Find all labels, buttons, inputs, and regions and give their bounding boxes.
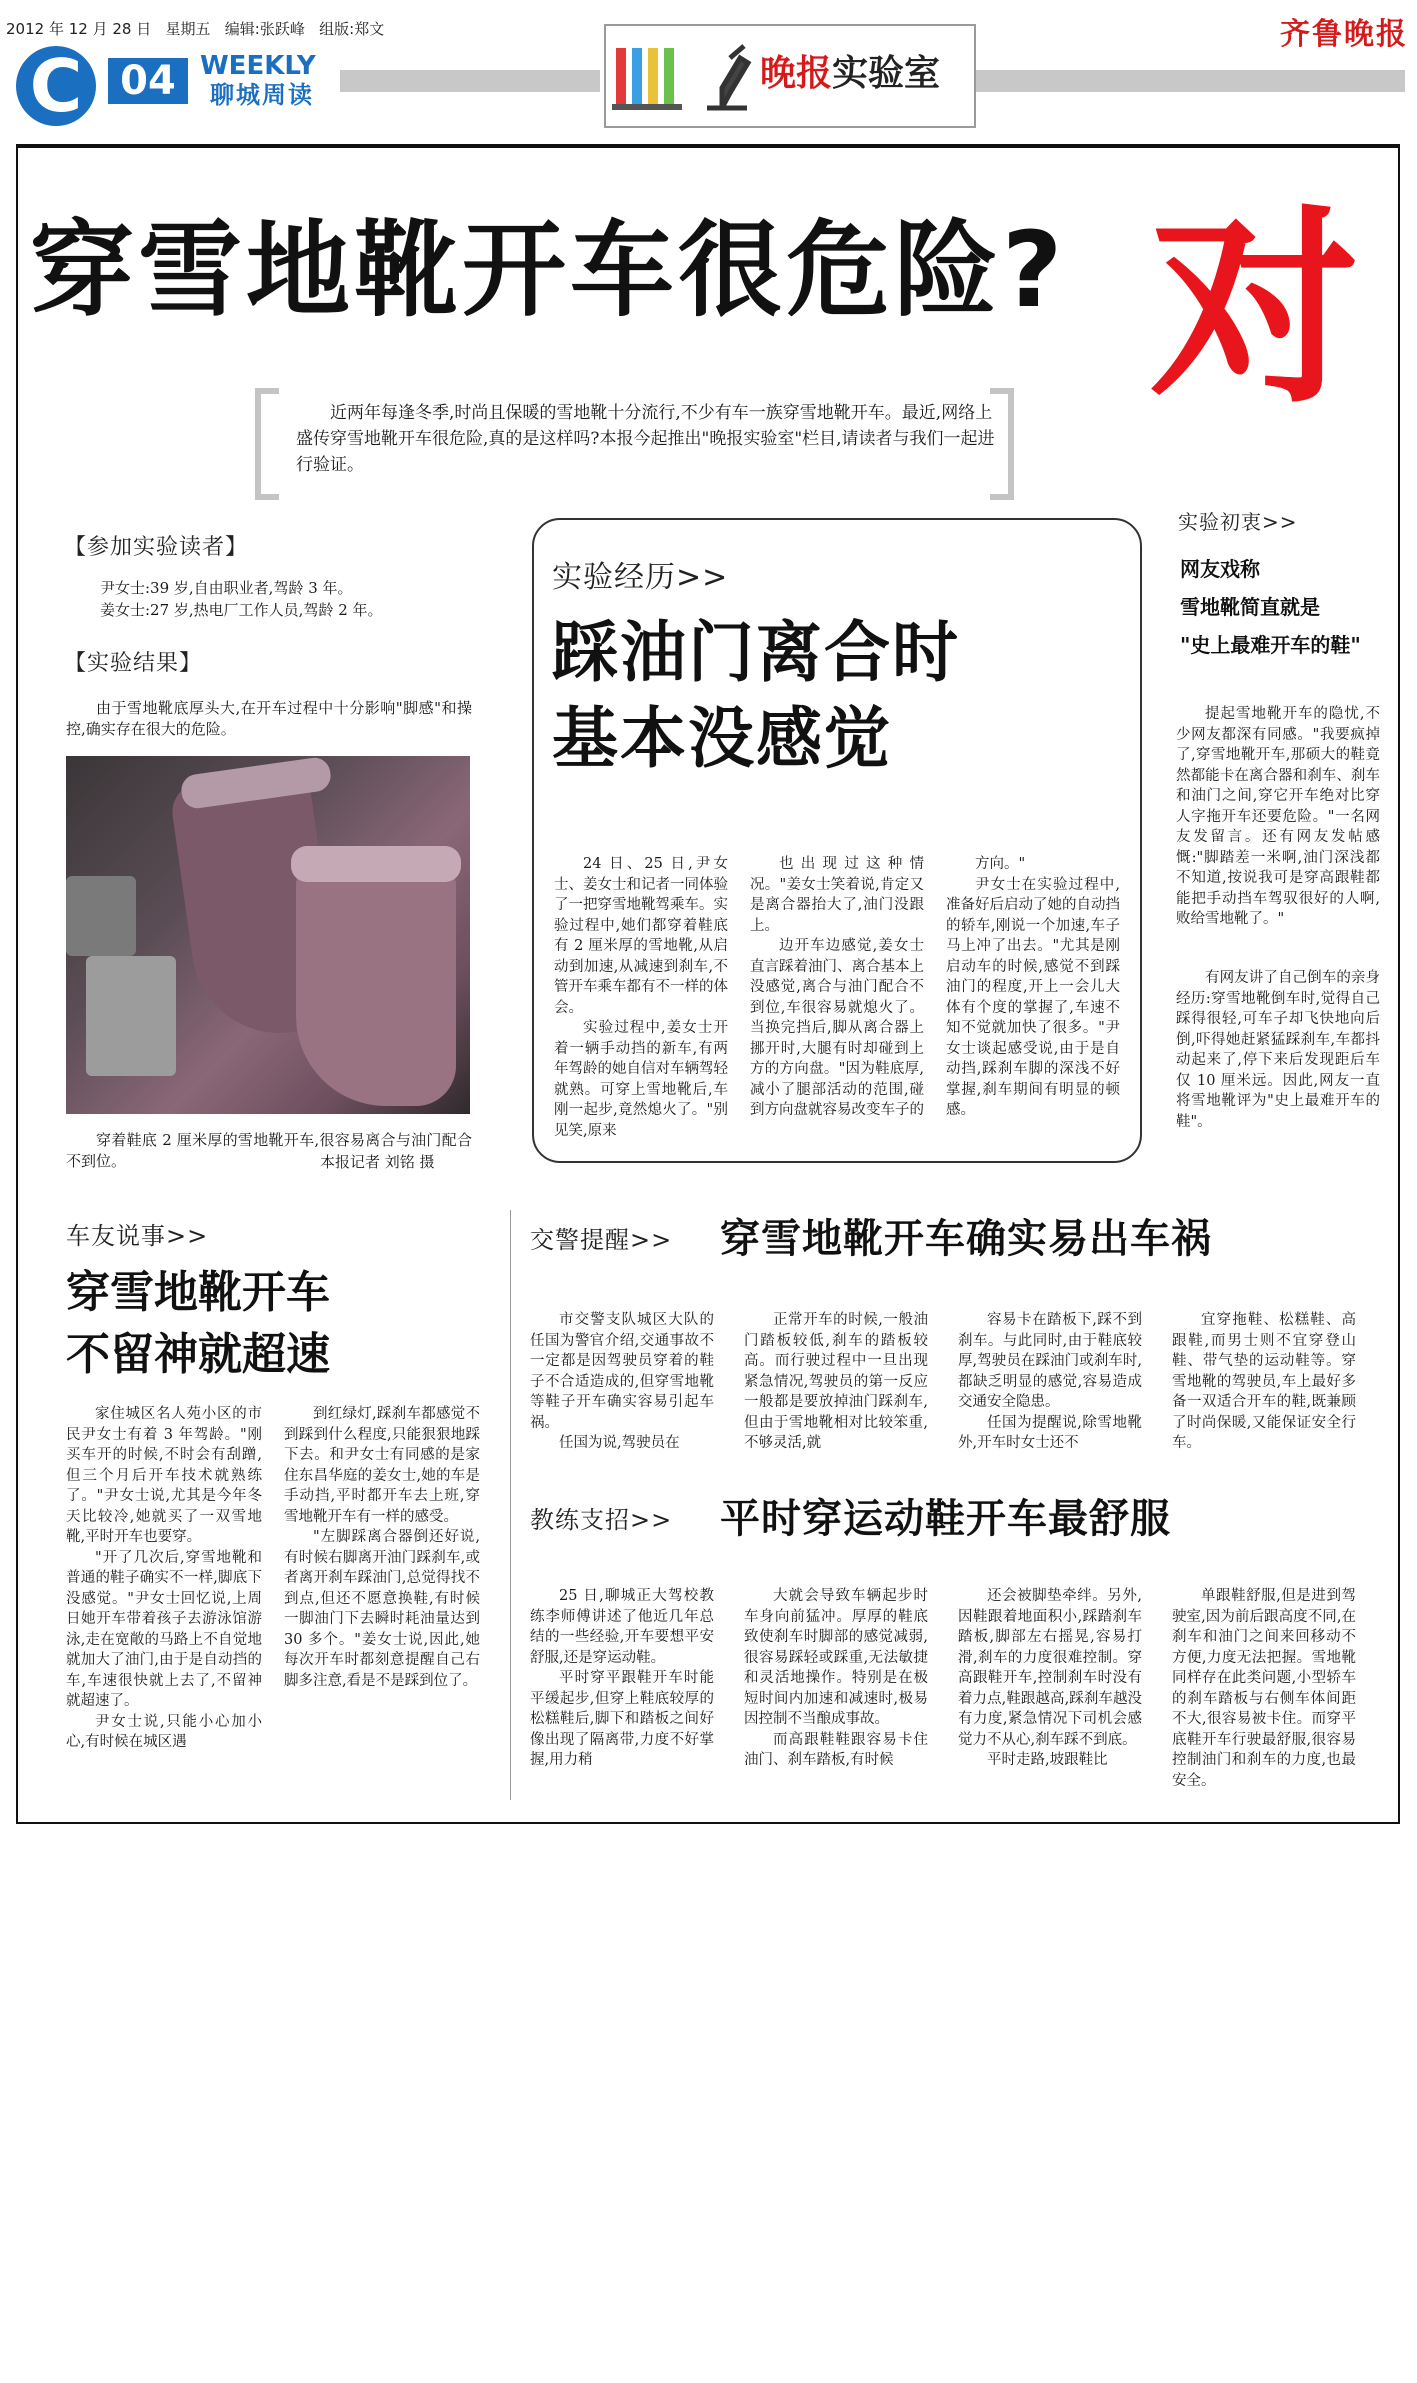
- coach-col-4: 单跟鞋舒服,但是进到驾驶室,因为前后跟高度不同,在刹车和油门之间来回移动不方便,力度无法把握。雪地靴同样存在此类问题,小型轿车的刹车踏板与右侧车体间距不大,很容易被卡住。而穿平底鞋开车行驶最舒服,很容易控制油门和刹车的力度,也最安全。: [1172, 1588, 1356, 1789]
- column-title-red: 晚报: [760, 53, 833, 94]
- test-tubes-microscope-icon: [612, 38, 762, 118]
- photo-caption: 穿着鞋底 2 厘米厚的雪地靴开车,很容易离合与油门配合不到位。: [66, 1131, 472, 1170]
- first-test-title-1: 网友戏称: [1180, 557, 1260, 581]
- snow-boots-on-pedals-photo: [66, 756, 470, 1114]
- result-heading: 【实验结果】: [64, 651, 203, 676]
- first-test-title-3: "史上最难开车的鞋": [1180, 633, 1361, 657]
- first-test-title-2: 雪地靴简直就是: [1180, 595, 1320, 619]
- driver-story-label: 车友说事>>: [66, 1222, 209, 1250]
- coach-label: 教练支招>>: [530, 1506, 673, 1534]
- column-divider: [510, 1210, 511, 1800]
- police-col-3: 容易卡在踏板下,踩不到刹车。与此同时,由于鞋底较厚,驾驶员在踩油门或刹车时,都缺乏明显的感觉,容易造成交通安全隐患。 任国为提醒说,除雪地靴外,开车时女士还不: [958, 1312, 1142, 1451]
- experience-col-1: 24 日、25 日,尹女士、姜女士和记者一同体验了一把穿雪地靴驾乘车。实验过程中,她们都穿着鞋底有 2 厘米厚的雪地靴,从启动到加速,从减速到刹车,不管开车乘车都有不一样的体会。 实验过程中,姜女士开着一辆手动挡的新车,有两年驾龄的她自信对车辆驾轻就熟。可穿上雪地靴后,车刚一起步,竟然熄火了。"别见笑,原来: [554, 856, 728, 1139]
- police-col-1: 市交警支队城区大队的任国为警官介绍,交通事故不一定都是因驾驶员穿着的鞋子不合适造成的,但穿雪地靴等鞋子开车确实容易引起车祸。 任国为说,驾驶员在: [530, 1312, 714, 1451]
- participant-2: 姜女士:27 岁,热电厂工作人员,驾龄 2 年。: [100, 601, 383, 619]
- police-title: 穿雪地靴开车确实易出车祸: [720, 1216, 1212, 1262]
- coach-title: 平时穿运动鞋开车最舒服: [720, 1496, 1171, 1542]
- intro-paragraph: 近两年每逢冬季,时尚且保暖的雪地靴十分流行,不少有车一族穿雪地靴开车。最近,网络上盛传穿雪地靴开车很危险,真的是这样吗?本报今起推出"晚报实验室"栏目,请读者与我们一起进行验证。: [296, 403, 995, 475]
- police-col-4: 宜穿拖鞋、松糕鞋、高跟鞋,而男士则不宜穿登山鞋、带气垫的运动鞋等。穿雪地靴的驾驶员,车上最好多备一双适合开车的鞋,既兼顾了时尚保暖,又能保证安全行车。: [1172, 1312, 1356, 1451]
- experience-col-2: 也出现过这种情况。"姜女士笑着说,肯定又是离合器抬大了,油门没跟上。 边开车边感觉,姜女士直言踩着油门、离合基本上没感觉,离合与油门配合不到位,车很容易就熄火了。当换完挡后,脚从离合器上挪开时,大腿有时却碰到上方的方向盘。"因为鞋底厚,减小了腿部活动的范围,碰到方向盘就容易改变车子的: [750, 856, 924, 1118]
- first-test-title: [1180, 550, 1361, 664]
- driver-story-col-2: 到红绿灯,踩刹车都感觉不到踩到什么程度,只能狠狠地踩下去。和尹女士有同感的是家住东昌华庭的姜女士,她的车是手动挡,平时都开车去上班,穿雪地靴开车有一样的感受。 "左脚踩离合器倒还好说,有时候右脚离开油门踩刹车,或者离开刹车踩油门,总觉得找不到点,但还不愿意换鞋,有时候一脚油门下去瞬时耗油量达到 30 多个。"姜女士说,因此,她每次开车时都刻意提醒自己右脚多注意,看是不是踩到位了。: [284, 1406, 480, 1689]
- coach-col-3: 还会被脚垫牵绊。另外,因鞋跟着地面积小,踩踏刹车踏板,脚部左右摇晃,容易打滑,刹车的力度很难控制。穿高跟鞋开车,控制刹车时没有着力点,鞋跟越高,踩刹车越没有力度,紧急情况下司机会感觉力不从心,刹车踩不到底。 平时走路,坡跟鞋比: [958, 1588, 1142, 1768]
- coach-col-2: 大就会导致车辆起步时车身向前猛冲。厚厚的鞋底致使刹车时脚部的感觉减弱,很容易踩轻或踩重,无法敏捷和灵活地操作。特别是在极短时间内加速和减速时,极易因控制不当酿成事故。 而高跟鞋鞋跟容易卡住油门、刹车踏板,有时候: [744, 1588, 928, 1768]
- first-test-label: 实验初衷>>: [1178, 510, 1298, 534]
- main-headline: 穿雪地靴开车很危险?: [30, 209, 1067, 331]
- column-title: [760, 54, 940, 94]
- intro-bracket-left: [255, 388, 279, 500]
- page-number: 04: [108, 58, 188, 104]
- experience-title-line-1: 踩油门离合时: [552, 614, 960, 691]
- verdict-mark: 对: [1150, 187, 1361, 432]
- driver-story-title: [66, 1262, 330, 1386]
- first-test-text-1: 提起雪地靴开车的隐忧,不少网友都深有同感。"我要疯掉了,穿雪地靴开车,那硕大的鞋竟然都能卡在离合器和刹车、刹车和油门之间,穿它开车绝对比穿人字拖开车还要危险。"一名网友发留言。还有网友发帖感慨:"脚踏差一米啊,油门深浅都不知道,按说我可是穿高跟鞋都能把手动挡车驾驭很好的人啊,败给雪地靴了。": [1176, 706, 1380, 927]
- result-text: 由于雪地靴底厚头大,在开车过程中十分影响"脚感"和操控,确实存在很大的危险。: [66, 699, 472, 738]
- column-title-black: 实验室: [832, 53, 941, 94]
- section-letter-badge: C: [16, 46, 96, 126]
- participant-1: 尹女士:39 岁,自由职业者,驾龄 3 年。: [100, 579, 353, 597]
- experience-label: 实验经历>>: [552, 560, 729, 595]
- first-test-text-2: 有网友讲了自己倒车的亲身经历:穿雪地靴倒车时,觉得自己踩得很轻,可车子却飞快地向后倒,吓得她赶紧猛踩刹车,车都抖动起来了,停下来后发现距后车仅 10 厘米远。因此,网友一直将雪地靴评为"史上最难开车的鞋"。: [1176, 970, 1380, 1130]
- weekly-label: WEEKLY: [200, 51, 316, 81]
- driver-story-col-1: 家住城区名人苑小区的市民尹女士有着 3 年驾龄。"刚买车开的时候,不时会有刮蹭,但三个月后开车技术就熟练了。"尹女士说,尤其是今年冬天比较冷,她就买了一双雪地靴,平时开车也要穿。 "开了几次后,穿雪地靴和普通的鞋子确实不一样,脚底下没感觉。"尹女士回忆说,上周日她开车带着孩子去游泳馆游泳,走在宽敞的马路上不自觉地就加大了油门,由于是自动挡的车,车速很快就上去了,不留神就超速了。 尹女士说,只能小心加小心,有时候在城区遇: [66, 1406, 262, 1750]
- driver-story-title-2: 不留神就超速: [66, 1329, 330, 1380]
- police-label: 交警提醒>>: [530, 1226, 673, 1254]
- section-name: 聊城周读: [210, 81, 314, 109]
- header-rule-left: [340, 70, 600, 92]
- experience-title: [552, 610, 960, 782]
- header-rule-right: [960, 70, 1405, 92]
- coach-col-1: 25 日,聊城正大驾校教练李师傅讲述了他近几年总结的一些经验,开车要想平安舒服,还是穿运动鞋。 平时穿平跟鞋开车时能平缓起步,但穿上鞋底较厚的松糕鞋后,脚下和踏板之间好像出现了隔离带,力度不好掌握,用力稍: [530, 1588, 714, 1768]
- experience-title-line-2: 基本没感觉: [552, 700, 892, 777]
- participants-heading: 【参加实验读者】: [64, 535, 249, 560]
- newspaper-logo: 齐鲁晚报: [1280, 17, 1408, 52]
- photo-credit: 本报记者 刘铭 摄: [320, 1153, 435, 1171]
- police-col-2: 正常开车的时候,一般油门踏板较低,刹车的踏板较高。而行驶过程中一旦出现紧急情况,驾驶员的第一反应一般都是要放掉油门踩刹车,但由于雪地靴相对比较笨重,不够灵活,就: [744, 1312, 928, 1451]
- experience-col-3: 方向。" 尹女士在实验过程中,准备好后启动了她的自动挡的轿车,刚说一个加速,车子马上冲了出去。"尤其是刚启动车的时候,感觉不到踩油门的程度,开上一会儿大体有个度的掌握了,车速不知不觉就加快了很多。"尹女士谈起感受说,由于是自动挡,踩刹车脚的深浅不好掌握,刹车期间有明显的顿感。: [946, 856, 1120, 1118]
- driver-story-title-1: 穿雪地靴开车: [66, 1267, 330, 1318]
- issue-date-line: 2012 年 12 月 28 日 星期五 编辑:张跃峰 组版:郑文: [6, 20, 385, 38]
